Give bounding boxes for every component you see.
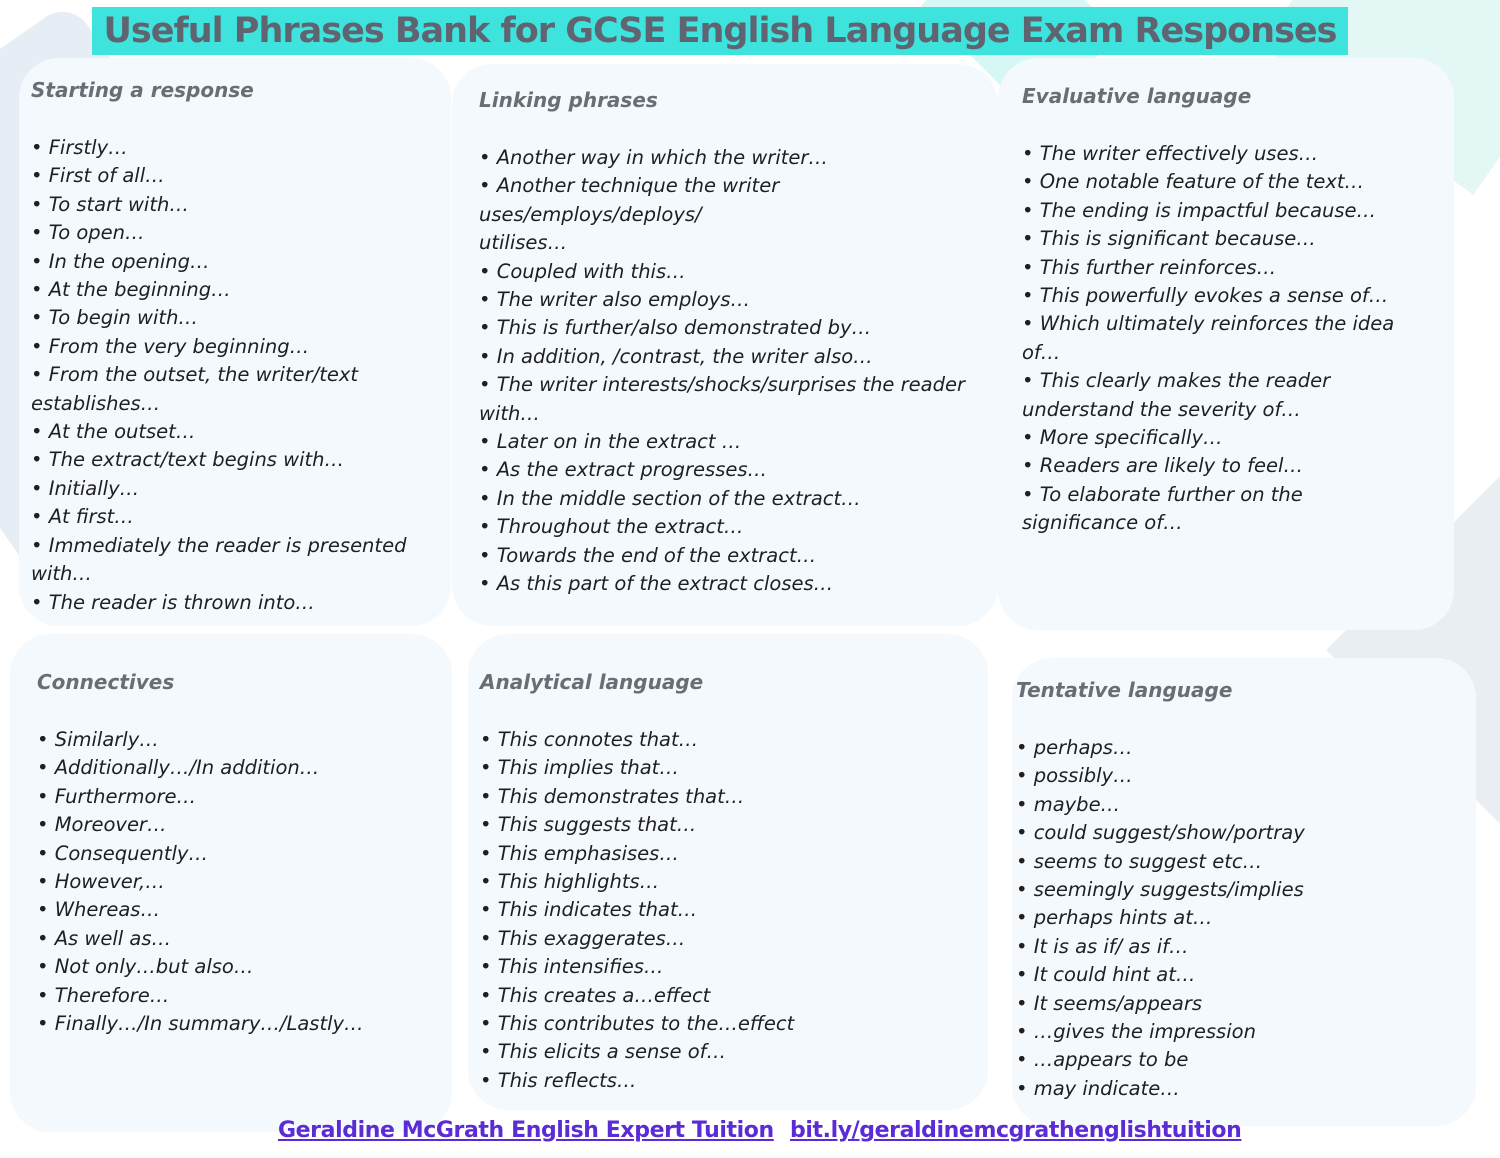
list-item: • However,… [37, 870, 165, 894]
list-item: • At first… [31, 505, 134, 529]
list-item: • This is significant because… [1022, 227, 1316, 251]
list-item: • At the beginning… [31, 278, 231, 302]
list-item: • This is further/also demonstrated by… [479, 316, 872, 340]
list-item: • This highlights… [480, 870, 660, 894]
panel-tentative-language [1012, 658, 1476, 1126]
list-item: significance of… [1022, 511, 1183, 535]
list-item: • Towards the end of the extract… [479, 543, 817, 567]
list-item: • This powerfully evokes a sense of… [1022, 284, 1389, 308]
list-item: • This intensifies… [480, 955, 664, 979]
list-item: • The extract/text begins with… [31, 448, 345, 472]
list-item: • Another way in which the writer… [479, 146, 828, 169]
phrase-list [1016, 734, 1462, 1103]
list-item: • possibly… [1016, 764, 1133, 788]
list-item: with… [31, 562, 92, 586]
list-item: • seemingly suggests/implies [1016, 878, 1304, 902]
title-banner [92, 7, 1348, 55]
panel-connectives [10, 634, 452, 1132]
tuition-url-link[interactable]: bit.ly/geraldinemcgrathenglishtuition [790, 1118, 1242, 1143]
list-item: • In addition, /contrast, the writer also… [479, 344, 873, 368]
list-item: • may indicate… [1016, 1076, 1180, 1100]
phrase-list [37, 726, 438, 1038]
list-item: • As well as… [37, 926, 171, 950]
list-item: • The reader is thrown into… [31, 590, 315, 614]
list-item: • Furthermore… [37, 784, 196, 808]
page-title: Useful Phrases Bank for GCSE English Language Exam Responses [103, 11, 1337, 51]
list-item: • seems to suggest etc… [1016, 849, 1263, 873]
panel-starting-a-response [19, 58, 451, 626]
list-item: • The writer effectively uses… [1022, 142, 1319, 165]
list-item: understand the severity of… [1022, 397, 1301, 421]
list-item: • As the extract progresses… [479, 458, 768, 482]
list-item: • Not only…but also… [37, 955, 254, 979]
list-item: uses/employs/deploys/ [479, 202, 702, 226]
list-item: • As this part of the extract closes… [479, 572, 834, 596]
list-item: • This connotes that… [480, 728, 699, 751]
list-item: • First of all… [31, 164, 165, 188]
list-item: establishes… [31, 391, 161, 415]
list-item: • Coupled with this… [479, 259, 686, 283]
list-item: • It is as if/ as if… [1016, 934, 1189, 958]
panel-heading: Tentative language [1016, 678, 1233, 702]
list-item: • perhaps… [1016, 736, 1133, 759]
list-item: • This indicates that… [480, 898, 698, 922]
list-item: • It seems/appears [1016, 991, 1203, 1015]
list-item: • To open… [31, 221, 145, 245]
list-item: of… [1022, 340, 1061, 364]
list-item: • This creates a…effect [480, 983, 711, 1007]
list-item: • One notable feature of the text… [1022, 170, 1365, 194]
list-item: • From the very beginning… [31, 334, 310, 358]
list-item: • Another technique the writer [479, 174, 780, 198]
list-item: with… [479, 401, 540, 425]
list-item: • To begin with… [31, 306, 198, 330]
list-item: • Immediately the reader is presented [31, 533, 407, 557]
list-item: • This implies that… [480, 756, 679, 780]
list-item: • From the outset, the writer/text [31, 363, 359, 387]
panel-heading: Linking phrases [479, 88, 658, 112]
list-item: • This contributes to the…effect [480, 1012, 795, 1036]
list-item: • maybe… [1016, 792, 1121, 816]
panel-analytical-language [468, 634, 988, 1110]
panel-heading: Connectives [37, 670, 175, 694]
phrase-list [479, 144, 984, 599]
panel-evaluative-language [998, 58, 1454, 630]
list-item: • …appears to be [1016, 1048, 1189, 1072]
list-item: • Moreover… [37, 813, 167, 837]
panel-heading: Analytical language [480, 670, 704, 694]
list-item: • Therefore… [37, 983, 170, 1007]
list-item: • This emphasises… [480, 841, 679, 865]
list-item: • Whereas… [37, 898, 160, 922]
list-item: • More specifically… [1022, 426, 1223, 450]
list-item: • This clearly makes the reader [1022, 369, 1331, 393]
list-item: • Consequently… [37, 841, 208, 865]
list-item: • Later on in the extract … [479, 430, 742, 454]
list-item: • Additionally…/In addition… [37, 756, 320, 780]
list-item: utilises… [479, 231, 568, 255]
phrase-list [31, 134, 437, 617]
list-item: • This further reinforces… [1022, 255, 1277, 279]
list-item: • Similarly… [37, 728, 159, 751]
list-item: • The writer also employs… [479, 288, 750, 312]
list-item: • perhaps hints at… [1016, 906, 1213, 930]
footer [0, 1118, 1500, 1148]
panel-heading: Starting a response [31, 78, 254, 102]
list-item: • This elicits a sense of… [480, 1040, 727, 1064]
list-item: • Finally…/In summary…/Lastly… [37, 1012, 364, 1036]
list-item: • Readers are likely to feel… [1022, 454, 1303, 478]
list-item: • In the opening… [31, 249, 210, 273]
list-item: • …gives the impression [1016, 1020, 1256, 1044]
phrase-list [480, 726, 974, 1095]
list-item: • The writer interests/shocks/surprises the reader [479, 373, 965, 397]
list-item: • Which ultimately reinforces the idea [1022, 312, 1395, 336]
list-item: • Throughout the extract… [479, 515, 744, 539]
tuition-name-link[interactable]: Geraldine McGrath English Expert Tuition [278, 1118, 774, 1143]
list-item: • The ending is impactful because… [1022, 198, 1377, 222]
list-item: • This suggests that… [480, 813, 697, 837]
list-item: • At the outset… [31, 420, 196, 444]
phrase-list [1022, 140, 1440, 538]
panel-linking-phrases [452, 64, 998, 626]
list-item: • This demonstrates that… [480, 784, 745, 808]
list-item: • To elaborate further on the [1022, 482, 1303, 506]
list-item: • Firstly… [31, 136, 128, 159]
panel-heading: Evaluative language [1022, 84, 1252, 108]
list-item: • To start with… [31, 192, 189, 216]
list-item: • This exaggerates… [480, 926, 686, 950]
list-item: • Initially… [31, 476, 140, 500]
list-item: • It could hint at… [1016, 963, 1196, 987]
list-item: • This reflects… [480, 1068, 637, 1092]
list-item: • In the middle section of the extract… [479, 486, 861, 510]
list-item: • could suggest/show/portray [1016, 821, 1305, 845]
